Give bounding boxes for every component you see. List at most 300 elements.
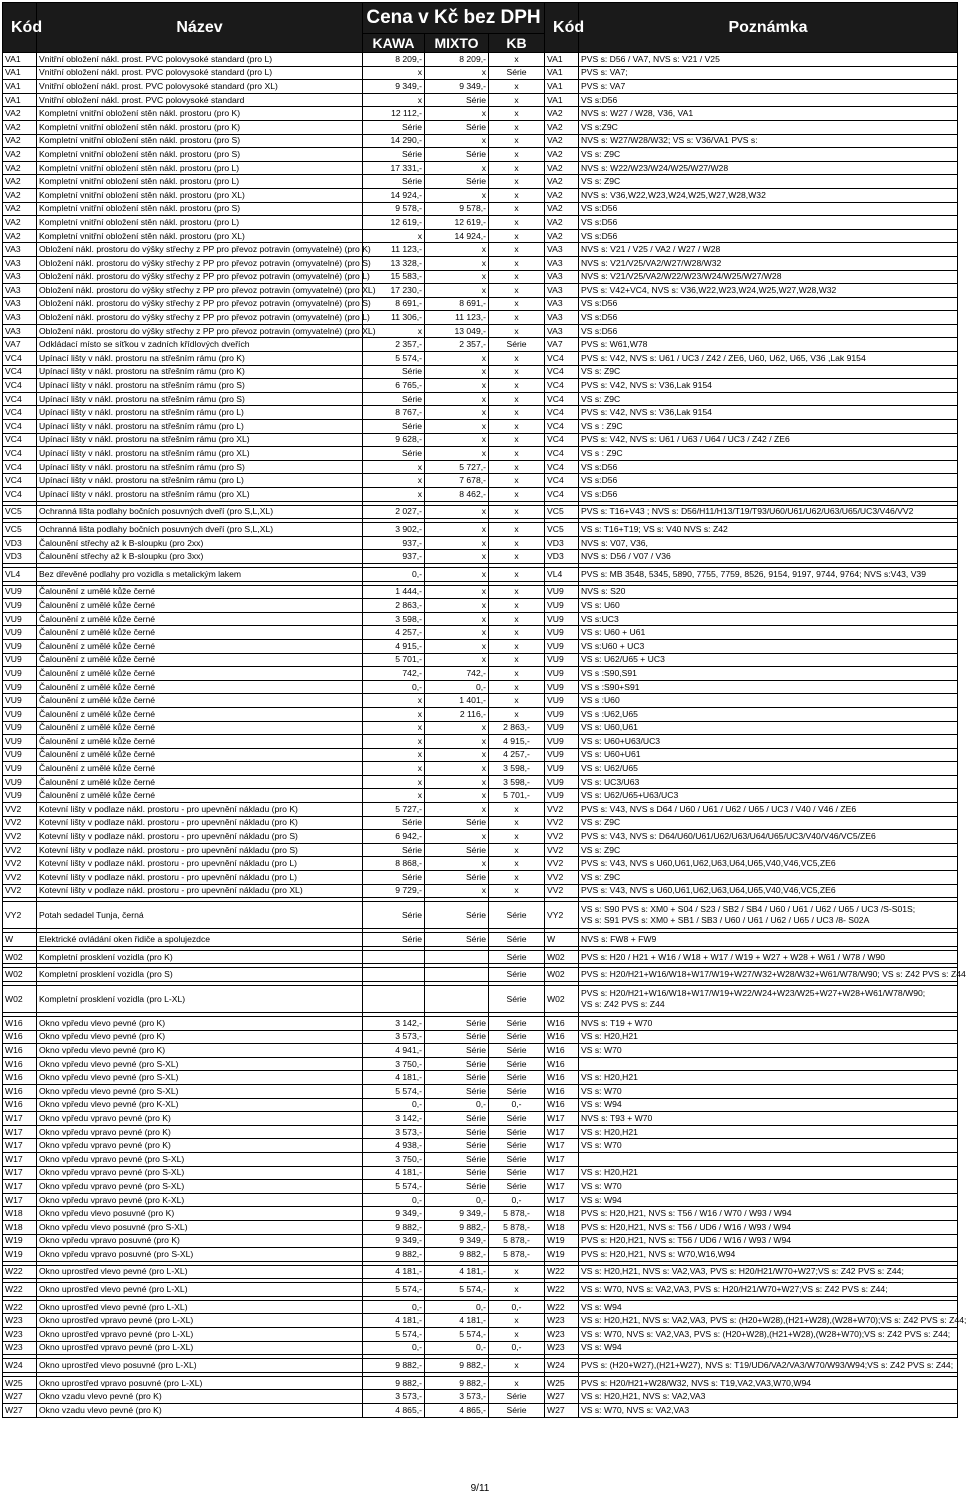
cell-price-kawa: 15 583,- <box>363 270 425 284</box>
cell-price-kawa: 9 882,- <box>363 1376 425 1390</box>
cell-code-2: VC4 <box>545 474 579 488</box>
cell-note: NVS s: FW8 + FW9 <box>579 933 958 947</box>
table-row <box>3 775 958 789</box>
table-row <box>3 284 958 298</box>
cell-price-kawa: 6 942,- <box>363 830 425 844</box>
cell-code-2: VC4 <box>545 365 579 379</box>
cell-note: PVS s: H20/H21+W16/W18+W17/W19+W22/W24+W23/W25+W27+W28+W61/W78/W90; VS s: Z42 PVS s: Z44 <box>579 986 958 1013</box>
table-row <box>3 1017 958 1031</box>
cell-name: Okno uprostřed vpravo pevné (pro L-XL) <box>37 1314 363 1328</box>
cell-code: VV2 <box>3 871 37 885</box>
cell-price-kawa: 5 574,- <box>363 1283 425 1297</box>
cell-note: VS s :S90,S91 <box>579 667 958 681</box>
table-row <box>3 460 958 474</box>
cell-price-kb: x <box>489 843 545 857</box>
cell-price-kawa: 9 882,- <box>363 1248 425 1262</box>
table-row <box>3 1098 958 1112</box>
cell-code-2: W27 <box>545 1390 579 1404</box>
cell-code-2: VV2 <box>545 871 579 885</box>
cell-price-mixto: x <box>425 161 489 175</box>
cell-price-mixto: x <box>425 420 489 434</box>
cell-code-2: W02 <box>545 986 579 1013</box>
cell-code: W <box>3 933 37 947</box>
cell-price-kawa: 5 574,- <box>363 1328 425 1342</box>
cell-price-mixto: x <box>425 857 489 871</box>
cell-note: VS s : Z9C <box>579 447 958 461</box>
table-row <box>3 902 958 929</box>
cell-price-kawa: 0,- <box>363 1341 425 1355</box>
table-row <box>3 229 958 243</box>
cell-name: Kotevní lišty v podlaze nákl. prostoru - pro upevnění nákladu (pro K) <box>37 803 363 817</box>
cell-note: VS s:D56 <box>579 311 958 325</box>
cell-code: VU9 <box>3 789 37 803</box>
cell-price-kb: x <box>489 379 545 393</box>
cell-code-2: VU9 <box>545 707 579 721</box>
cell-name: Okno uprostřed vpravo posuvné (pro L-XL) <box>37 1376 363 1390</box>
cell-name: Čalounění z umělé kůže černé <box>37 653 363 667</box>
cell-price-mixto: x <box>425 523 489 537</box>
cell-price-kawa <box>363 986 425 1013</box>
cell-price-kawa: x <box>363 488 425 502</box>
cell-price-kawa: 9 882,- <box>363 1220 425 1234</box>
cell-note: VS s:D56 <box>579 202 958 216</box>
cell-price-kb: x <box>489 188 545 202</box>
table-row <box>3 243 958 257</box>
cell-code: VV2 <box>3 884 37 898</box>
table-row <box>3 107 958 121</box>
cell-code-2: VC4 <box>545 406 579 420</box>
cell-price-kb: x <box>489 505 545 519</box>
table-row <box>3 1314 958 1328</box>
table-row <box>3 1180 958 1194</box>
table-row <box>3 53 958 67</box>
cell-price-kb: Série <box>489 1125 545 1139</box>
table-row <box>3 694 958 708</box>
cell-code: W02 <box>3 968 37 982</box>
cell-price-kb: x <box>489 1283 545 1297</box>
cell-code-2: VU9 <box>545 585 579 599</box>
cell-name: Kompletní vnitřní obložení stěn nákl. prostoru (pro K) <box>37 107 363 121</box>
cell-code: VC4 <box>3 488 37 502</box>
cell-price-kb: x <box>489 871 545 885</box>
table-row <box>3 505 958 519</box>
cell-name: Čalounění z umělé kůže černé <box>37 789 363 803</box>
cell-code: VV2 <box>3 857 37 871</box>
cell-code-2: W17 <box>545 1180 579 1194</box>
cell-name: Okno uprostřed vlevo pevné (pro L-XL) <box>37 1300 363 1314</box>
cell-price-kb: x <box>489 161 545 175</box>
cell-note: VS s: U60 + U61 <box>579 626 958 640</box>
cell-code-2: VU9 <box>545 680 579 694</box>
cell-note: VS s: T16+T19; VS s: V40 NVS s: Z42 <box>579 523 958 537</box>
cell-price-kawa: 3 598,- <box>363 612 425 626</box>
cell-price-kawa: 8 209,- <box>363 53 425 67</box>
cell-price-mixto: x <box>425 536 489 550</box>
cell-price-kb: x <box>489 550 545 564</box>
cell-note: VS s: H20,H21 <box>579 1166 958 1180</box>
cell-price-mixto: Série <box>425 933 489 947</box>
cell-price-mixto: 11 123,- <box>425 311 489 325</box>
header-cena: Cena v Kč bez DPH <box>363 3 545 34</box>
cell-price-kb: x <box>489 536 545 550</box>
cell-price-kawa: x <box>363 775 425 789</box>
cell-code: VU9 <box>3 639 37 653</box>
table-row <box>3 816 958 830</box>
cell-price-kawa: 3 142,- <box>363 1112 425 1126</box>
cell-code-2: VA3 <box>545 324 579 338</box>
cell-code: W17 <box>3 1180 37 1194</box>
cell-code-2: VA1 <box>545 66 579 80</box>
cell-price-kawa: 0,- <box>363 680 425 694</box>
table-row <box>3 1265 958 1279</box>
cell-note: VS s: Z9C <box>579 843 958 857</box>
table-row <box>3 1220 958 1234</box>
cell-price-kb: x <box>489 134 545 148</box>
cell-price-mixto: x <box>425 803 489 817</box>
cell-code: VU9 <box>3 694 37 708</box>
cell-name: Elektrické ovládání oken řidiče a spolujezdce <box>37 933 363 947</box>
cell-code-2: VA2 <box>545 107 579 121</box>
cell-name: Kompletní vnitřní obložení stěn nákl. prostoru (pro XL) <box>37 188 363 202</box>
cell-note: VS s: W70, NVS s: VA2,VA3, PVS s: H20/H21/W70+W27;VS s: Z42 PVS s: Z44; <box>579 1283 958 1297</box>
cell-price-mixto: Série <box>425 1030 489 1044</box>
table-row <box>3 1125 958 1139</box>
cell-code: W23 <box>3 1314 37 1328</box>
cell-code-2: W17 <box>545 1152 579 1166</box>
cell-price-kb: x <box>489 216 545 230</box>
cell-price-kb: x <box>489 447 545 461</box>
table-row <box>3 66 958 80</box>
cell-code: W16 <box>3 1098 37 1112</box>
cell-price-kawa: Série <box>363 392 425 406</box>
cell-code-2: VD3 <box>545 536 579 550</box>
cell-code-2: VA3 <box>545 284 579 298</box>
cell-code: VU9 <box>3 585 37 599</box>
table-row <box>3 599 958 613</box>
cell-price-kb: Série <box>489 902 545 929</box>
table-row <box>3 392 958 406</box>
cell-code: VA3 <box>3 311 37 325</box>
cell-note: VS s: Z9C <box>579 816 958 830</box>
cell-code-2: VU9 <box>545 762 579 776</box>
cell-price-mixto: Série <box>425 902 489 929</box>
table-row <box>3 379 958 393</box>
cell-name: Obložení nákl. prostoru do výšky střechy z PP pro převoz potravin (omyvatelné) (pro S) <box>37 256 363 270</box>
cell-note: VS s: U62/U65+U63/UC3 <box>579 789 958 803</box>
cell-price-kb: x <box>489 53 545 67</box>
cell-code-2: VA2 <box>545 175 579 189</box>
cell-code-2: VA3 <box>545 311 579 325</box>
cell-code-2: VU9 <box>545 612 579 626</box>
cell-price-mixto: 0,- <box>425 1300 489 1314</box>
cell-price-kawa: 2 863,- <box>363 599 425 613</box>
cell-note: VS s: W70 <box>579 1139 958 1153</box>
cell-price-kawa: 6 765,- <box>363 379 425 393</box>
cell-code-2: VV2 <box>545 884 579 898</box>
cell-price-mixto: x <box>425 626 489 640</box>
cell-price-kb: 5 701,- <box>489 789 545 803</box>
cell-price-mixto: 3 573,- <box>425 1390 489 1404</box>
cell-code-2: VA2 <box>545 202 579 216</box>
cell-name: Čalounění z umělé kůže černé <box>37 667 363 681</box>
cell-code-2: W02 <box>545 950 579 964</box>
cell-price-mixto: 5 574,- <box>425 1283 489 1297</box>
cell-name: Čalounění střechy až k B-sloupku (pro 3xx) <box>37 550 363 564</box>
cell-code-2: W24 <box>545 1359 579 1373</box>
cell-price-kawa: 0,- <box>363 1098 425 1112</box>
cell-code-2: VA3 <box>545 297 579 311</box>
cell-code: W02 <box>3 950 37 964</box>
cell-note: VS s: H20,H21, NVS s: VA2,VA3 <box>579 1390 958 1404</box>
cell-price-mixto: Série <box>425 148 489 162</box>
cell-code: VC4 <box>3 460 37 474</box>
cell-price-kb: x <box>489 270 545 284</box>
cell-name: Čalounění z umělé kůže černé <box>37 762 363 776</box>
cell-note: VS s: S90 PVS s: XM0 + S04 / S23 / SB2 / SB4 / U60 / U61 / U62 / U65 / UC3 /S-S01S; VS s: S91 PVS s: XM0 + SB1 / SB3 / U60 / U61 / U62 / U65 / UC3 /8- S02A <box>579 902 958 929</box>
cell-price-mixto: 9 349,- <box>425 1207 489 1221</box>
cell-price-mixto: x <box>425 789 489 803</box>
table-row <box>3 406 958 420</box>
cell-name: Obložení nákl. prostoru do výšky střechy z PP pro převoz potravin (omyvatelné) (pro XL) <box>37 284 363 298</box>
cell-code: W16 <box>3 1017 37 1031</box>
cell-note: VS s: W94 <box>579 1193 958 1207</box>
cell-name: Čalounění z umělé kůže černé <box>37 680 363 694</box>
table-row <box>3 986 958 1013</box>
cell-name: Vnitřní obložení nákl. prost. PVC polovysoké standard (pro XL) <box>37 80 363 94</box>
cell-code-2: VC4 <box>545 420 579 434</box>
cell-price-kawa: x <box>363 324 425 338</box>
table-row <box>3 1166 958 1180</box>
cell-price-kawa: 4 181,- <box>363 1265 425 1279</box>
cell-code: VA3 <box>3 256 37 270</box>
cell-price-kb: x <box>489 488 545 502</box>
cell-code: VA3 <box>3 297 37 311</box>
cell-name: Vnitřní obložení nákl. prost. PVC polovysoké standard <box>37 93 363 107</box>
table-row <box>3 830 958 844</box>
cell-code-2: W16 <box>545 1084 579 1098</box>
cell-note: VS s:D56 <box>579 460 958 474</box>
table-header <box>3 3 958 53</box>
cell-price-kb: 0,- <box>489 1193 545 1207</box>
table-row <box>3 884 958 898</box>
cell-code: VA1 <box>3 66 37 80</box>
cell-note: VS s:D56 <box>579 216 958 230</box>
cell-price-kb: x <box>489 816 545 830</box>
cell-note: VS s: W70, NVS s: VA2,VA3, PVS s: (H20+W28),(H21+W28),(W28+W70);VS s: Z42 PVS s: Z44; <box>579 1328 958 1342</box>
cell-code: VA2 <box>3 148 37 162</box>
cell-note: VS s :U62,U65 <box>579 707 958 721</box>
cell-code: VV2 <box>3 830 37 844</box>
cell-note: NVS s: W22/W23/W24/W25/W27/W28 <box>579 161 958 175</box>
table-row <box>3 311 958 325</box>
cell-name: Upínací lišty v nákl. prostoru na střešním rámu (pro L) <box>37 474 363 488</box>
cell-name: Kotevní lišty v podlaze nákl. prostoru - pro upevnění nákladu (pro S) <box>37 830 363 844</box>
cell-code-2: VU9 <box>545 667 579 681</box>
cell-code: VA2 <box>3 161 37 175</box>
table-row <box>3 365 958 379</box>
cell-name: Upínací lišty v nákl. prostoru na střešním rámu (pro S) <box>37 379 363 393</box>
cell-price-kawa: Série <box>363 816 425 830</box>
cell-name: Okno uprostřed vlevo posuvné (pro L-XL) <box>37 1359 363 1373</box>
table-row <box>3 1359 958 1373</box>
cell-code-2: W23 <box>545 1314 579 1328</box>
cell-code: VV2 <box>3 816 37 830</box>
cell-price-mixto: Série <box>425 1057 489 1071</box>
cell-note: VS s: W94 <box>579 1341 958 1355</box>
cell-name: Čalounění z umělé kůže černé <box>37 721 363 735</box>
cell-price-kawa: 3 750,- <box>363 1152 425 1166</box>
cell-price-kawa: Série <box>363 933 425 947</box>
cell-code-2: W17 <box>545 1112 579 1126</box>
cell-price-kawa: 12 619,- <box>363 216 425 230</box>
cell-name: Kompletní prosklení vozidla (pro K) <box>37 950 363 964</box>
cell-note: VS s: Z9C <box>579 148 958 162</box>
cell-price-kawa: 11 306,- <box>363 311 425 325</box>
cell-note: VS s: U60 <box>579 599 958 613</box>
cell-code: VA2 <box>3 175 37 189</box>
cell-note: VS s: W94 <box>579 1098 958 1112</box>
cell-price-kb: x <box>489 107 545 121</box>
cell-price-kb: x <box>489 311 545 325</box>
cell-code-2: VA2 <box>545 148 579 162</box>
cell-note: VS s:UC3 <box>579 612 958 626</box>
cell-note: NVS s: V36,W22,W23,W24,W25,W27,W28,W32 <box>579 188 958 202</box>
cell-note <box>579 1057 958 1071</box>
cell-price-kb: x <box>489 567 545 581</box>
cell-price-mixto: Série <box>425 1125 489 1139</box>
cell-price-mixto: Série <box>425 120 489 134</box>
cell-note: PVS s: V42, NVS s: U61 / U63 / U64 / UC3 / Z42 / ZE6 <box>579 433 958 447</box>
table-row <box>3 567 958 581</box>
cell-code: VA2 <box>3 188 37 202</box>
cell-price-kb: x <box>489 1328 545 1342</box>
cell-note: VS s: Z9C <box>579 392 958 406</box>
cell-price-mixto: x <box>425 735 489 749</box>
cell-price-kb: Série <box>489 1044 545 1058</box>
cell-price-mixto: 9 349,- <box>425 80 489 94</box>
table-row <box>3 1044 958 1058</box>
cell-name: Vnitřní obložení nákl. prost. PVC polovysoké standard (pro L) <box>37 66 363 80</box>
table-row <box>3 80 958 94</box>
cell-name: Okno uprostřed vlevo pevné (pro L-XL) <box>37 1283 363 1297</box>
cell-price-mixto: x <box>425 775 489 789</box>
cell-price-kawa: 12 112,- <box>363 107 425 121</box>
cell-price-kawa: 1 444,- <box>363 585 425 599</box>
header-mixto: MIXTO <box>425 34 489 53</box>
cell-name: Okno uprostřed vpravo pevné (pro L-XL) <box>37 1341 363 1355</box>
cell-price-kb: x <box>489 352 545 366</box>
cell-price-mixto: 12 619,- <box>425 216 489 230</box>
cell-price-kb: x <box>489 202 545 216</box>
cell-name: Kompletní vnitřní obložení stěn nákl. prostoru (pro S) <box>37 134 363 148</box>
cell-code: VL4 <box>3 567 37 581</box>
cell-code-2: VU9 <box>545 789 579 803</box>
cell-code: VA2 <box>3 134 37 148</box>
cell-price-kb: x <box>489 857 545 871</box>
cell-name: Kompletní vnitřní obložení stěn nákl. prostoru (pro S) <box>37 148 363 162</box>
cell-code: W16 <box>3 1044 37 1058</box>
cell-code: VA2 <box>3 229 37 243</box>
cell-note: VS s: U60+U63/UC3 <box>579 735 958 749</box>
cell-price-kb: x <box>489 626 545 640</box>
cell-price-mixto: x <box>425 505 489 519</box>
table-row <box>3 536 958 550</box>
cell-price-kb: x <box>489 1265 545 1279</box>
cell-name: Čalounění z umělé kůže černé <box>37 612 363 626</box>
cell-note: VS s: W94 <box>579 1300 958 1314</box>
price-table <box>2 2 966 1418</box>
cell-note: PVS s: D56 / VA7, NVS s: V21 / V25 <box>579 53 958 67</box>
cell-name: Upínací lišty v nákl. prostoru na střešním rámu (pro L) <box>37 406 363 420</box>
cell-code: VA3 <box>3 270 37 284</box>
cell-code-2: W17 <box>545 1139 579 1153</box>
cell-note: VS s: U62/U65 + UC3 <box>579 653 958 667</box>
table-row <box>3 857 958 871</box>
table-row <box>3 612 958 626</box>
cell-price-mixto: 9 882,- <box>425 1376 489 1390</box>
cell-price-kb: 3 598,- <box>489 762 545 776</box>
cell-note: VS s:D56 <box>579 93 958 107</box>
cell-name: Okno vpředu vlevo posuvné (pro S-XL) <box>37 1220 363 1234</box>
cell-name: Čalounění z umělé kůže černé <box>37 748 363 762</box>
cell-name: Okno vpředu vpravo pevné (pro S-XL) <box>37 1166 363 1180</box>
cell-name: Okno vpředu vpravo posuvné (pro K) <box>37 1234 363 1248</box>
cell-price-mixto: x <box>425 352 489 366</box>
cell-code-2: VU9 <box>545 694 579 708</box>
cell-price-kawa: 4 915,- <box>363 639 425 653</box>
cell-code-2: W17 <box>545 1166 579 1180</box>
cell-code-2: VA2 <box>545 188 579 202</box>
table-row <box>3 324 958 338</box>
cell-code: VA1 <box>3 93 37 107</box>
cell-code: W18 <box>3 1220 37 1234</box>
cell-code: VU9 <box>3 735 37 749</box>
cell-price-kawa: 8 868,- <box>363 857 425 871</box>
table-row <box>3 748 958 762</box>
table-row <box>3 1283 958 1297</box>
cell-code-2: VU9 <box>545 735 579 749</box>
cell-price-kawa: Série <box>363 148 425 162</box>
cell-code: W17 <box>3 1125 37 1139</box>
cell-code-2: VA3 <box>545 270 579 284</box>
cell-price-kb: x <box>489 175 545 189</box>
cell-code: VU9 <box>3 721 37 735</box>
cell-note: PVS s: V42, NVS s: V36,Lak 9154 <box>579 379 958 393</box>
cell-price-kb: Série <box>489 338 545 352</box>
cell-note: PVS s: VA7; <box>579 66 958 80</box>
cell-price-mixto: x <box>425 748 489 762</box>
cell-code: VV2 <box>3 843 37 857</box>
cell-note: NVS s: T93 + W70 <box>579 1112 958 1126</box>
cell-note: PVS s: V42, NVS s: V36,Lak 9154 <box>579 406 958 420</box>
table-row <box>3 1248 958 1262</box>
cell-price-mixto: 7 678,- <box>425 474 489 488</box>
cell-name: Čalounění z umělé kůže černé <box>37 639 363 653</box>
cell-name: Kotevní lišty v podlaze nákl. prostoru - pro upevnění nákladu (pro K) <box>37 816 363 830</box>
table-row <box>3 550 958 564</box>
cell-code-2: VA1 <box>545 80 579 94</box>
cell-code-2: W16 <box>545 1057 579 1071</box>
cell-note: NVS s: V07, V36, <box>579 536 958 550</box>
table-row <box>3 1084 958 1098</box>
cell-name: Upínací lišty v nákl. prostoru na střešním rámu (pro K) <box>37 365 363 379</box>
table-row <box>3 789 958 803</box>
cell-price-mixto: x <box>425 134 489 148</box>
cell-code-2: W16 <box>545 1071 579 1085</box>
table-row <box>3 1341 958 1355</box>
cell-name: Kompletní vnitřní obložení stěn nákl. prostoru (pro K) <box>37 120 363 134</box>
cell-note: PVS s: V43, NVS s D64 / U60 / U61 / U62 / U65 / UC3 / V40 / V46 / ZE6 <box>579 803 958 817</box>
